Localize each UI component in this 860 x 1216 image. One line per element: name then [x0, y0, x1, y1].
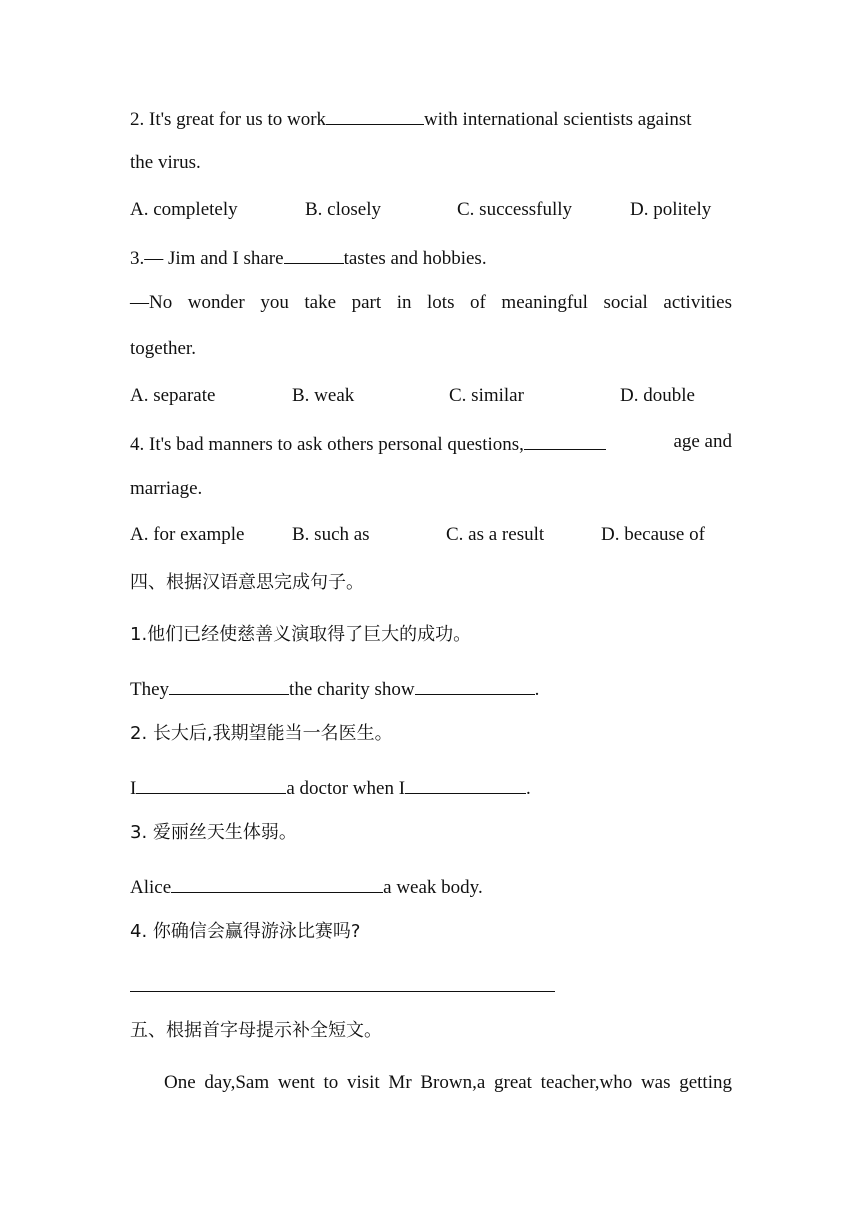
- q3-option-b[interactable]: B. weak: [292, 385, 355, 406]
- s4-s1-text-b: the charity show: [289, 679, 415, 700]
- s4-s1-text-a: They: [130, 679, 170, 700]
- s4-sentence-3-chinese: 3. 爱丽丝天生体弱。: [130, 822, 297, 843]
- s4-s2-blank-2[interactable]: [405, 774, 526, 794]
- q4-text-pre: 4. It's bad manners to ask others personal questions,: [130, 434, 524, 455]
- s4-s1-text-c: .: [534, 679, 540, 700]
- s4-s3-text-b: a weak body.: [383, 877, 483, 898]
- s4-s3-blank[interactable]: [171, 873, 383, 893]
- q2-text-pre: 2. It's great for us to work: [130, 109, 327, 130]
- q3-option-a[interactable]: A. separate: [130, 385, 216, 406]
- q3-line: [130, 244, 487, 271]
- q4-line: [130, 430, 732, 457]
- s4-sentence-3-english: [130, 873, 483, 900]
- q2-option-b[interactable]: B. closely: [305, 199, 381, 220]
- q4-option-d[interactable]: D. because of: [601, 524, 705, 545]
- q4-text-post: age and: [673, 431, 732, 452]
- s4-sentence-2-chinese: 2. 长大后,我期望能当一名医生。: [130, 723, 393, 744]
- s4-sentence-2-english: [130, 774, 531, 801]
- q2-continuation: the virus.: [130, 152, 201, 173]
- s4-sentence-1-chinese: 1.他们已经使慈善义演取得了巨大的成功。: [130, 624, 472, 645]
- s4-s1-blank-2[interactable]: [415, 675, 535, 695]
- q2-option-d[interactable]: D. politely: [630, 199, 712, 220]
- s4-s2-text-b: a doctor when I: [286, 778, 406, 799]
- s4-s2-text-c: .: [526, 778, 531, 799]
- q3-reply: —No wonder you take part in lots of meaningful social activities: [130, 292, 732, 313]
- q2-text-post: with international scientists against: [424, 109, 692, 130]
- q4-option-a[interactable]: A. for example: [130, 524, 245, 545]
- section-4-title: 四、根据汉语意思完成句子。: [130, 572, 364, 593]
- s4-s2-text-a: I: [130, 778, 137, 799]
- q3-option-d[interactable]: D. double: [620, 385, 695, 406]
- q3-blank[interactable]: [284, 244, 344, 264]
- s4-sentence-4-answer-line[interactable]: [130, 991, 555, 992]
- q3-text-post: tastes and hobbies.: [343, 248, 487, 269]
- section-5-title: 五、根据首字母提示补全短文。: [130, 1020, 382, 1041]
- q4-blank[interactable]: [524, 430, 606, 450]
- q4-continuation: marriage.: [130, 478, 203, 499]
- s5-paragraph: One day,Sam went to visit Mr Brown,a great teacher,who was getting: [164, 1072, 732, 1093]
- q3-text-pre: 3.— Jim and I share: [130, 248, 284, 269]
- s4-s2-blank-1[interactable]: [136, 774, 286, 794]
- q2-blank[interactable]: [326, 105, 424, 125]
- q4-option-c[interactable]: C. as a result: [446, 524, 545, 545]
- q4-option-b[interactable]: B. such as: [292, 524, 370, 545]
- q2-line: [130, 105, 692, 132]
- q2-option-c[interactable]: C. successfully: [457, 199, 573, 220]
- s4-s3-text-a: Alice: [130, 877, 172, 898]
- s4-sentence-1-english: [130, 675, 539, 702]
- s4-sentence-4-chinese: 4. 你确信会赢得游泳比赛吗?: [130, 921, 361, 942]
- q3-option-c[interactable]: C. similar: [449, 385, 524, 406]
- q3-continuation: together.: [130, 338, 196, 359]
- q2-option-a[interactable]: A. completely: [130, 199, 238, 220]
- s4-s1-blank-1[interactable]: [169, 675, 289, 695]
